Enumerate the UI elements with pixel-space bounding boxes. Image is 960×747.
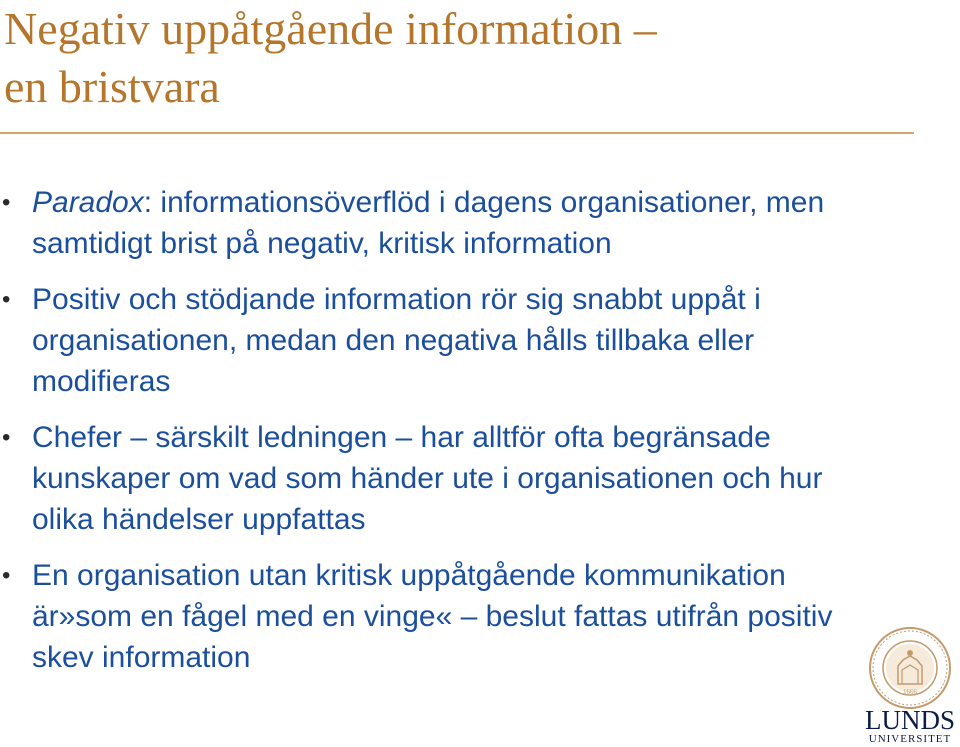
bullet-item (0, 182, 880, 264)
bullet-text: Chefer – särskilt ledningen – har alltför ofta begränsade kunskaper om vad som händer ute i organisationen och hur olika händelser uppfattas (32, 421, 823, 536)
bullet-text: Positiv och stödjande information rör sig snabbt uppåt i organisationen, medan den negativa hålls tillbaka eller modifieras (32, 283, 761, 398)
bullet-icon: • (2, 286, 11, 313)
bullet-item (0, 279, 880, 402)
logo-name: LUNDS (864, 705, 955, 735)
bullet-item (0, 417, 880, 540)
seal-year: 1666 (903, 688, 917, 696)
bullet-icon: • (2, 189, 11, 216)
bullet-icon: • (2, 562, 11, 589)
bullet-text: En organisation utan kritisk uppåtgående kommunikation är»som en fågel med en vinge« – beslut fattas utifrån positiv skev information (32, 559, 833, 674)
bullet-item (0, 555, 880, 678)
logo-subname: UNIVERSITET (868, 733, 952, 745)
bullet-list (0, 182, 880, 693)
title-divider (0, 132, 914, 134)
university-seal-icon (868, 626, 952, 710)
slide-title (4, 0, 904, 116)
slide-title-line-1: Negativ uppåtgående information – (4, 3, 657, 54)
bullet-lead-italic: Paradox (32, 186, 144, 219)
lund-university-logo (862, 626, 958, 747)
bullet-icon: • (2, 424, 11, 451)
slide-title-line-2: en bristvara (4, 61, 220, 112)
bullet-text: : informationsöverflöd i dagens organisationer, men samtidigt brist på negativ, kritisk information (32, 186, 825, 260)
